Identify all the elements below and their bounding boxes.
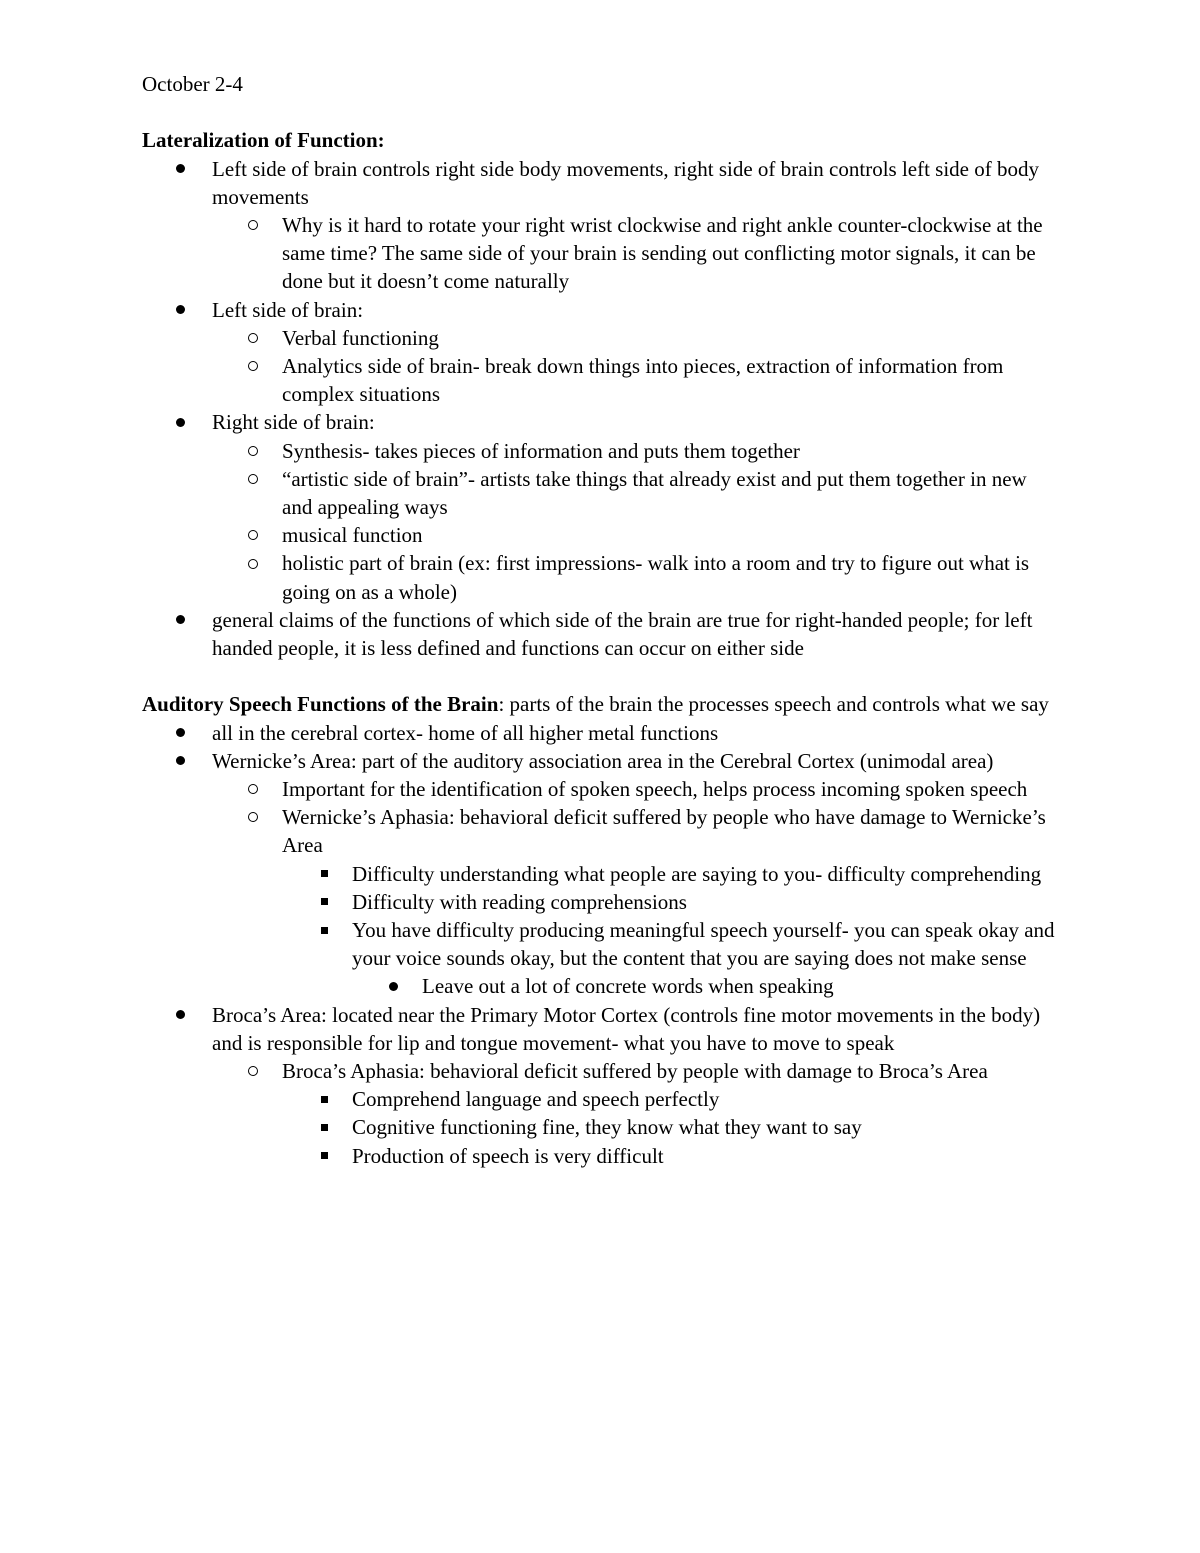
sub-list xyxy=(212,1057,1062,1170)
sub-sub-list-item-text: Cognitive functioning fine, they know what they want to say xyxy=(352,1115,862,1140)
sub-list-item-text: Synthesis- takes pieces of information and puts them together xyxy=(282,438,800,463)
bullet-icon xyxy=(170,719,190,747)
sub-sub-list-item xyxy=(282,1085,1062,1113)
circle-bullet-icon xyxy=(243,1057,263,1085)
circle-bullet-icon xyxy=(243,803,263,831)
bullet-icon xyxy=(170,747,190,775)
list-item-text: Right side of brain: xyxy=(212,410,375,435)
bullet-icon xyxy=(170,408,190,436)
list-item xyxy=(142,155,1062,296)
square-bullet-icon xyxy=(314,1085,334,1113)
bullet-icon xyxy=(170,155,190,183)
sub-list-item-text: Wernicke’s Aphasia: behavioral deficit suffered by people who have damage to Wernicke’s Area xyxy=(282,805,1046,858)
bullet-icon xyxy=(170,606,190,634)
sub-sub-list-item xyxy=(282,1142,1062,1170)
sub-sub-list xyxy=(282,860,1062,1001)
list-item xyxy=(142,408,1062,605)
sub-list-item xyxy=(212,465,1062,521)
circle-bullet-icon xyxy=(243,775,263,803)
sub-list-item xyxy=(212,521,1062,549)
sub-sub-list-item xyxy=(282,888,1062,916)
square-bullet-icon xyxy=(314,888,334,916)
sub-list xyxy=(212,775,1062,1001)
list-item xyxy=(142,747,1062,1001)
sub-list-item-text: Verbal functioning xyxy=(282,325,439,350)
sub-list-item xyxy=(212,324,1062,352)
square-bullet-icon xyxy=(314,1142,334,1170)
sub-list-item xyxy=(212,211,1062,296)
sub-list-item xyxy=(212,437,1062,465)
list-item-text: Left side of brain: xyxy=(212,297,364,322)
sub-sub-list-item-text: Difficulty with reading comprehensions xyxy=(352,889,687,914)
sub-sub-list-item-text: Comprehend language and speech perfectly xyxy=(352,1087,720,1112)
heading-description: : parts of the brain the processes speech and controls what we say xyxy=(498,692,1049,717)
circle-bullet-icon xyxy=(243,211,263,239)
list-item-text: Broca’s Area: located near the Primary Motor Cortex (controls fine motor movements in the body) and is responsible for lip and tongue movement- what you have to move to speak xyxy=(212,1002,1041,1055)
sub-list-item xyxy=(212,1057,1062,1170)
circle-bullet-icon xyxy=(243,521,263,549)
spacer xyxy=(142,662,1062,690)
sub-list xyxy=(212,324,1062,409)
list-item-text: Left side of brain controls right side body movements, right side of brain controls left side of body movements xyxy=(212,156,1039,209)
sub-list-item xyxy=(212,549,1062,605)
section-heading-lateralization xyxy=(142,126,1062,154)
level-four-list-item-text: Leave out a lot of concrete words when speaking xyxy=(422,974,834,999)
sub-list xyxy=(212,437,1062,606)
sub-sub-list-item xyxy=(282,1113,1062,1141)
sub-list-item-text: “artistic side of brain”- artists take things that already exist and put them together in new and appealing ways xyxy=(282,466,1027,520)
sub-sub-list-item-text: Difficulty understanding what people are saying to you- difficulty comprehending xyxy=(352,861,1042,886)
sub-list-item-text: Broca’s Aphasia: behavioral deficit suffered by people with damage to Broca’s Area xyxy=(282,1059,988,1084)
sub-list-item xyxy=(212,775,1062,803)
bullet-icon xyxy=(170,296,190,324)
level-four-list xyxy=(352,972,1062,1000)
square-bullet-icon xyxy=(314,916,334,944)
list-item xyxy=(142,1001,1062,1170)
sub-list-item-text: Why is it hard to rotate your right wrist clockwise and right ankle counter-clockwise at the same time? The same side of your brain is sending out conflicting motor signals, it can be done but it doesn’t come naturally xyxy=(282,212,1043,294)
list-item-text: Wernicke’s Area: part of the auditory association area in the Cerebral Cortex (unimodal area) xyxy=(212,748,994,773)
sub-list-item-text: Important for the identification of spoken speech, helps process incoming spoken speech xyxy=(282,777,1028,802)
bullet-icon xyxy=(170,1001,190,1029)
sub-sub-list-item-text: Production of speech is very difficult xyxy=(352,1143,664,1168)
list-item xyxy=(142,606,1062,662)
sub-sub-list-item xyxy=(282,860,1062,888)
sub-list-item-text: Analytics side of brain- break down things into pieces, extraction of information from complex situations xyxy=(282,354,1004,407)
list-item xyxy=(142,296,1062,409)
bullet-icon xyxy=(383,972,403,1000)
lateralization-list xyxy=(142,155,1062,663)
sub-sub-list-item xyxy=(282,916,1062,1001)
level-four-list-item xyxy=(352,972,1062,1000)
section-heading-auditory-speech xyxy=(142,690,1062,718)
sub-sub-list xyxy=(282,1085,1062,1170)
square-bullet-icon xyxy=(314,860,334,888)
sub-list xyxy=(212,211,1062,296)
list-item-text: all in the cerebral cortex- home of all higher metal functions xyxy=(212,720,719,745)
sub-sub-list-item-text: You have difficulty producing meaningful speech yourself- you can speak okay and your voice sounds okay, but the content that you are saying does not make sense xyxy=(352,918,1055,971)
square-bullet-icon xyxy=(314,1113,334,1141)
circle-bullet-icon xyxy=(243,324,263,352)
auditory-speech-list xyxy=(142,719,1062,1170)
list-item xyxy=(142,719,1062,747)
heading-text: Lateralization of Function: xyxy=(142,128,385,153)
circle-bullet-icon xyxy=(243,437,263,465)
spacer xyxy=(142,98,1062,126)
sub-list-item-text: holistic part of brain (ex: first impressions- walk into a room and try to figure out what is going on as a whole) xyxy=(282,551,1030,604)
sub-list-item xyxy=(212,803,1062,1000)
circle-bullet-icon xyxy=(243,352,263,380)
sub-list-item xyxy=(212,352,1062,408)
circle-bullet-icon xyxy=(243,549,263,577)
document-page xyxy=(142,70,1062,1170)
circle-bullet-icon xyxy=(243,465,263,493)
list-item-text: general claims of the functions of which side of the brain are true for right-handed people; for left handed people, it is less defined and functions can occur on either side xyxy=(212,607,1033,661)
date-line: October 2-4 xyxy=(142,72,243,96)
heading-text: Auditory Speech Functions of the Brain xyxy=(142,692,499,717)
sub-list-item-text: musical function xyxy=(282,523,423,548)
